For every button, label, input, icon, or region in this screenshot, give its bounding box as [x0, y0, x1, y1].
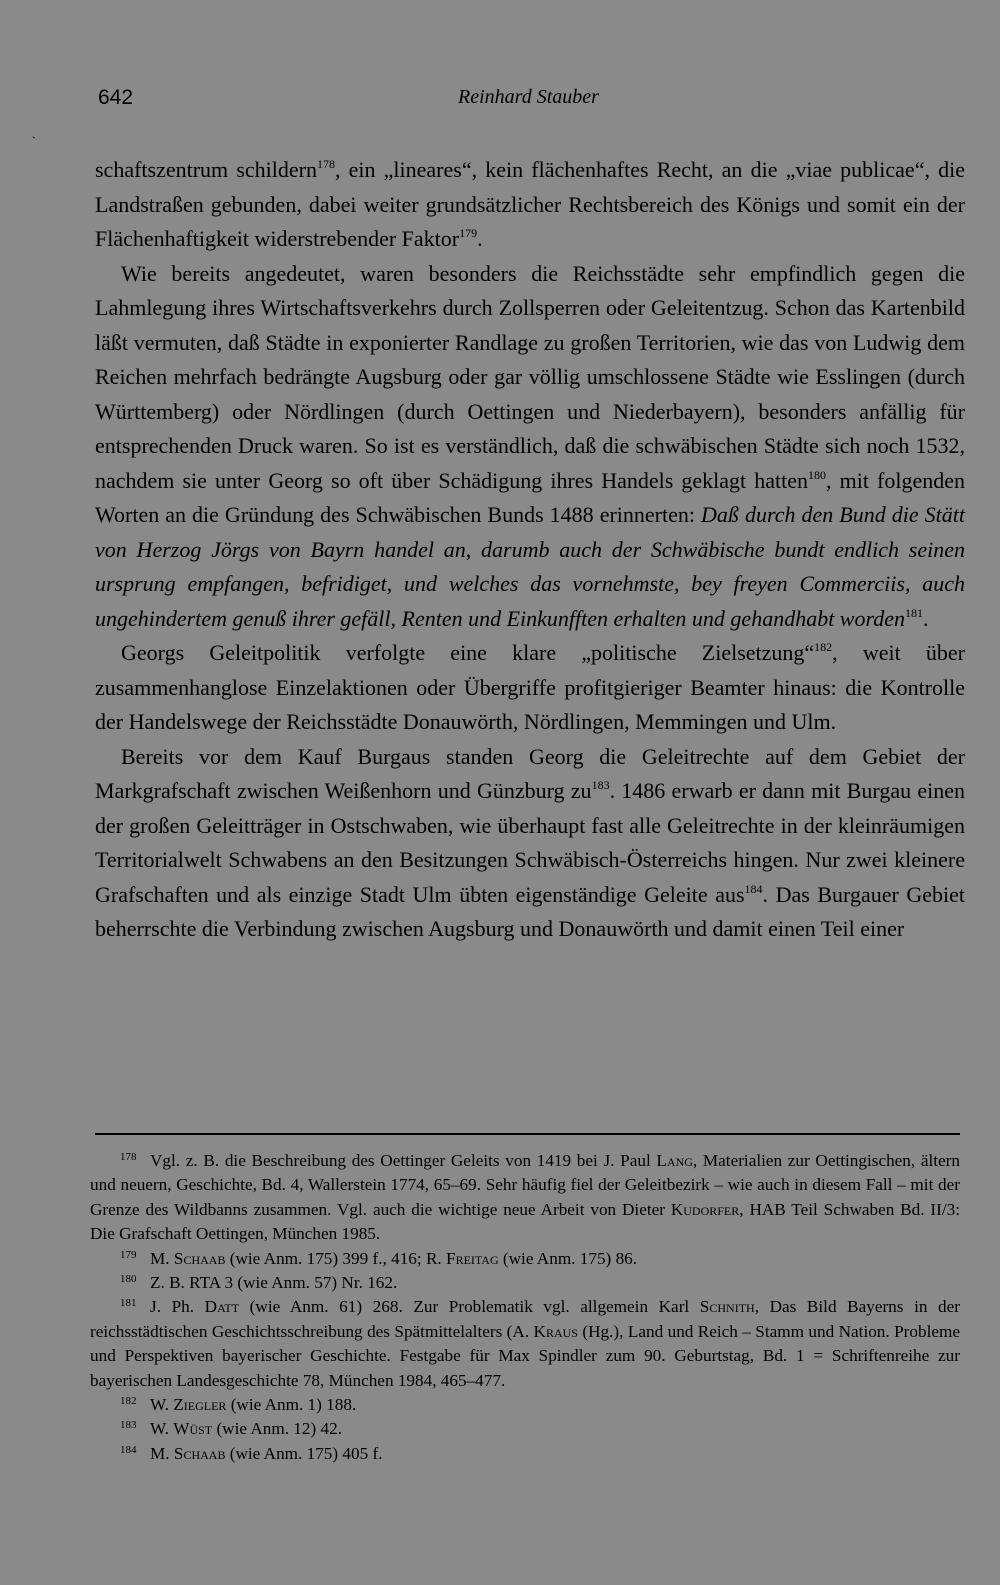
text-run: , mit folgenden Worten an die Gründung des Schwäbischen Bunds 1488 erinnerten:: [95, 467, 965, 527]
text-run: M.: [150, 1248, 174, 1268]
author-name: Schnith: [699, 1297, 755, 1317]
text-run: (wie Anm. 175) 405 f.: [225, 1443, 383, 1463]
text-run: , weit über zusammenhanglose Einzelaktionen oder Übergriffe profitgieriger Beamter hinaus: die Kontrolle der Handelswege der Reichsstädte Donauwörth, Nördlingen, Memmingen und Ulm.: [95, 640, 966, 734]
author-name: Freitag: [446, 1248, 499, 1268]
main-text: [95, 153, 965, 947]
footnote-ref-178[interactable]: 178: [316, 157, 335, 171]
author-name: Schaab: [173, 1248, 226, 1268]
author-name: Kraus: [533, 1321, 578, 1341]
footnote-divider: [95, 1133, 960, 1135]
text-run: (Hg.), Land und Reich – Stamm und Nation. Probleme und Perspektiven bayerischer Geschichte. Festgabe für Max Spindler zum 90. Geburtstag, Bd. 1 = Schriftenreihe zur bayerischen Landesgeschichte 78, München 1984, 465–477.: [90, 1321, 960, 1390]
text-run: (wie Anm. 1) 188.: [226, 1395, 357, 1415]
author-name: Schaab: [173, 1443, 226, 1463]
footnote-182: 182 W. Ziegler (wie Anm. 1) 188.: [120, 1395, 357, 1415]
author-name: Wüst: [173, 1419, 213, 1439]
text-run: (wie Anm. 175) 86.: [498, 1248, 638, 1268]
text-run: , ein „lineares“, kein flächenhaftes Recht, an die „viae publicae“, die Landstraßen gebunden, dabei weiter grundsätzlicher Rechtsbereich des Königs und somit ein der Flächenhaftigkeit widerstrebender Faktor: [95, 157, 965, 251]
text-run: , HAB Teil Schwaben Bd. II/3: Die Grafschaft Oettingen, München 1985.: [90, 1199, 961, 1244]
footnote-180: 180 Z. B. RTA 3 (wie Anm. 57) Nr. 162.: [120, 1273, 398, 1293]
paragraph-2: [95, 257, 965, 637]
text-run: (wie Anm. 61) 268. Zur Problematik vgl. allgemein Karl: [239, 1297, 700, 1317]
footnote-178: 178 Vgl. z. B. die Beschreibung des Oettinger Geleits von 1419 bei J. Paul Lang, Materialien zur Oettingischen, ältern und neuern, Geschichte, Bd. 4, Wallerstein 1774, 65–69. Sehr häufig fiel der Geleitbezirk – wie auch in diesem Fall – mit der Grenze des Wildbanns zusammen. Vgl. auch die wichtige neue Arbeit von Dieter Kudorfer, HAB Teil Schwaben Bd. II/3: Die Grafschaft Oettingen, München 1985.: [90, 1151, 961, 1244]
footnote-ref-180[interactable]: 180: [808, 467, 826, 482]
quotation: Daß durch den Bund die Stätt von Herzog Jörgs von Bayrn handel an, darumb auch der Schwäbische bundt endlich seinen ursprung empfangen, befridiget, und welches das vornehmste, bey freyen Commerciis, auch ungehindertem genuß ihrer gefäll, Renten und Einkunfften erhalten und gehandhabt worden: [95, 502, 965, 631]
text-run: W.: [150, 1395, 174, 1415]
stray-mark: `: [32, 134, 36, 148]
footnote-ref-179[interactable]: 179: [459, 226, 478, 240]
text-run: , Materialien zur Oettingischen, ältern und neuern, Geschichte, Bd. 4, Wallerstein 1774, 65–69. Sehr häufig fiel der Geleitbezirk – wie auch in diesem Fall – mit der Grenze des Wildbanns zusammen. Vgl. auch die wichtige neue Arbeit von Dieter: [90, 1151, 960, 1219]
author-name: Ziegler: [173, 1395, 227, 1415]
footnote-181: 181 J. Ph. Datt (wie Anm. 61) 268. Zur Problematik vgl. allgemein Karl Schnith, Das Bild Bayerns in der reichsstädtischen Geschichtsschreibung des Spätmittelalters (A. Kraus (Hg.), Land und Reich – Stamm und Nation. Probleme und Perspektiven bayerischer Geschichte. Festgabe für Max Spindler zum 90. Geburtstag, Bd. 1 = Schriftenreihe zur bayerischen Landesgeschichte 78, München 1984, 465–477.: [90, 1297, 960, 1390]
paragraph-1: [95, 153, 965, 257]
text-run: , Das Bild Bayerns in der reichsstädtischen Geschichtsschreibung des Spätmittelalters (A.: [90, 1297, 960, 1341]
text-run: Vgl. z. B. die Beschreibung des Oettinger Geleits von 1419 bei J. Paul: [150, 1151, 657, 1170]
text-run: M.: [150, 1443, 174, 1463]
footnote-183: 183 W. Wüst (wie Anm. 12) 42.: [120, 1419, 343, 1439]
author-name: Datt: [204, 1297, 240, 1317]
text-run: .: [923, 605, 929, 631]
running-head: Reinhard Stauber: [458, 86, 599, 108]
footnote-ref-183[interactable]: 183: [591, 778, 610, 792]
text-run: . 1486 erwarb er dann mit Burgau einen der großen Geleitträger in Ostschwaben, wie überhaupt fast alle Geleitrechte in der kleinräumigen Territorialwelt Schwabens an den Besitzungen Schwäbisch-Österreichs hingen. Nur zwei kleinere Grafschaften und als einzige Stadt Ulm übten eigenständige Geleite aus: [95, 778, 965, 907]
text-run: . Das Burgauer Gebiet beherrschte die Verbindung zwischen Augsburg und Donauwörth und damit einen Teil einer: [95, 881, 965, 941]
text-run: J. Ph.: [150, 1297, 205, 1317]
text-run: Georgs Geleitpolitik verfolgte eine klare „politische Zielsetzung“: [121, 640, 815, 665]
text-run: schaftszentrum schildern: [95, 157, 317, 182]
page-header: [98, 86, 910, 116]
paragraph-3: [95, 636, 965, 740]
author-name: Kudorfer: [670, 1199, 740, 1219]
author-name: Lang: [656, 1151, 693, 1170]
footnote-ref-181[interactable]: 181: [905, 605, 923, 620]
text-run: (wie Anm. 175) 399 f., 416; R.: [225, 1248, 447, 1268]
text-run: Z. B. RTA 3 (wie Anm. 57) Nr. 162.: [150, 1273, 398, 1293]
footnote-ref-182[interactable]: 182: [814, 640, 833, 654]
text-run: W.: [150, 1419, 174, 1439]
text-run: Bereits vor dem Kauf Burgaus standen Georg die Geleitrechte auf dem Gebiet der Markgrafschaft zwischen Weißenhorn und Günzburg zu: [95, 743, 965, 803]
text-run: .: [477, 226, 483, 251]
text-run: Wie bereits angedeutet, waren besonders die Reichsstädte sehr empfindlich gegen die Lahmlegung ihres Wirtschaftsverkehrs durch Zollsperren oder Geleitentzug. Schon das Kartenbild läßt vermuten, daß Städte in exponierter Randlage zu großen Territorien, wie das von Ludwig dem Reichen mehrfach bedrängte Augsburg oder gar völlig umschlossene Städte wie Esslingen (durch Württemberg) oder Nördlingen (durch Oettingen und Niederbayern), besonders anfällig für entsprechenden Druck waren. So ist es verständlich, daß die schwäbischen Städte sich noch 1532, nachdem sie unter Georg so oft über Schädigung ihres Handels geklagt hatten: [95, 260, 965, 493]
footnote-184: 184 M. Schaab (wie Anm. 175) 405 f.: [120, 1443, 383, 1463]
footnote-179: 179 M. Schaab (wie Anm. 175) 399 f., 416; R. Freitag (wie Anm. 175) 86.: [120, 1248, 638, 1268]
footnotes: [90, 1149, 960, 1466]
page-number: 642: [98, 86, 134, 109]
text-run: (wie Anm. 12) 42.: [212, 1419, 343, 1439]
footnote-ref-184[interactable]: 184: [744, 881, 763, 896]
paragraph-4: [95, 740, 965, 947]
